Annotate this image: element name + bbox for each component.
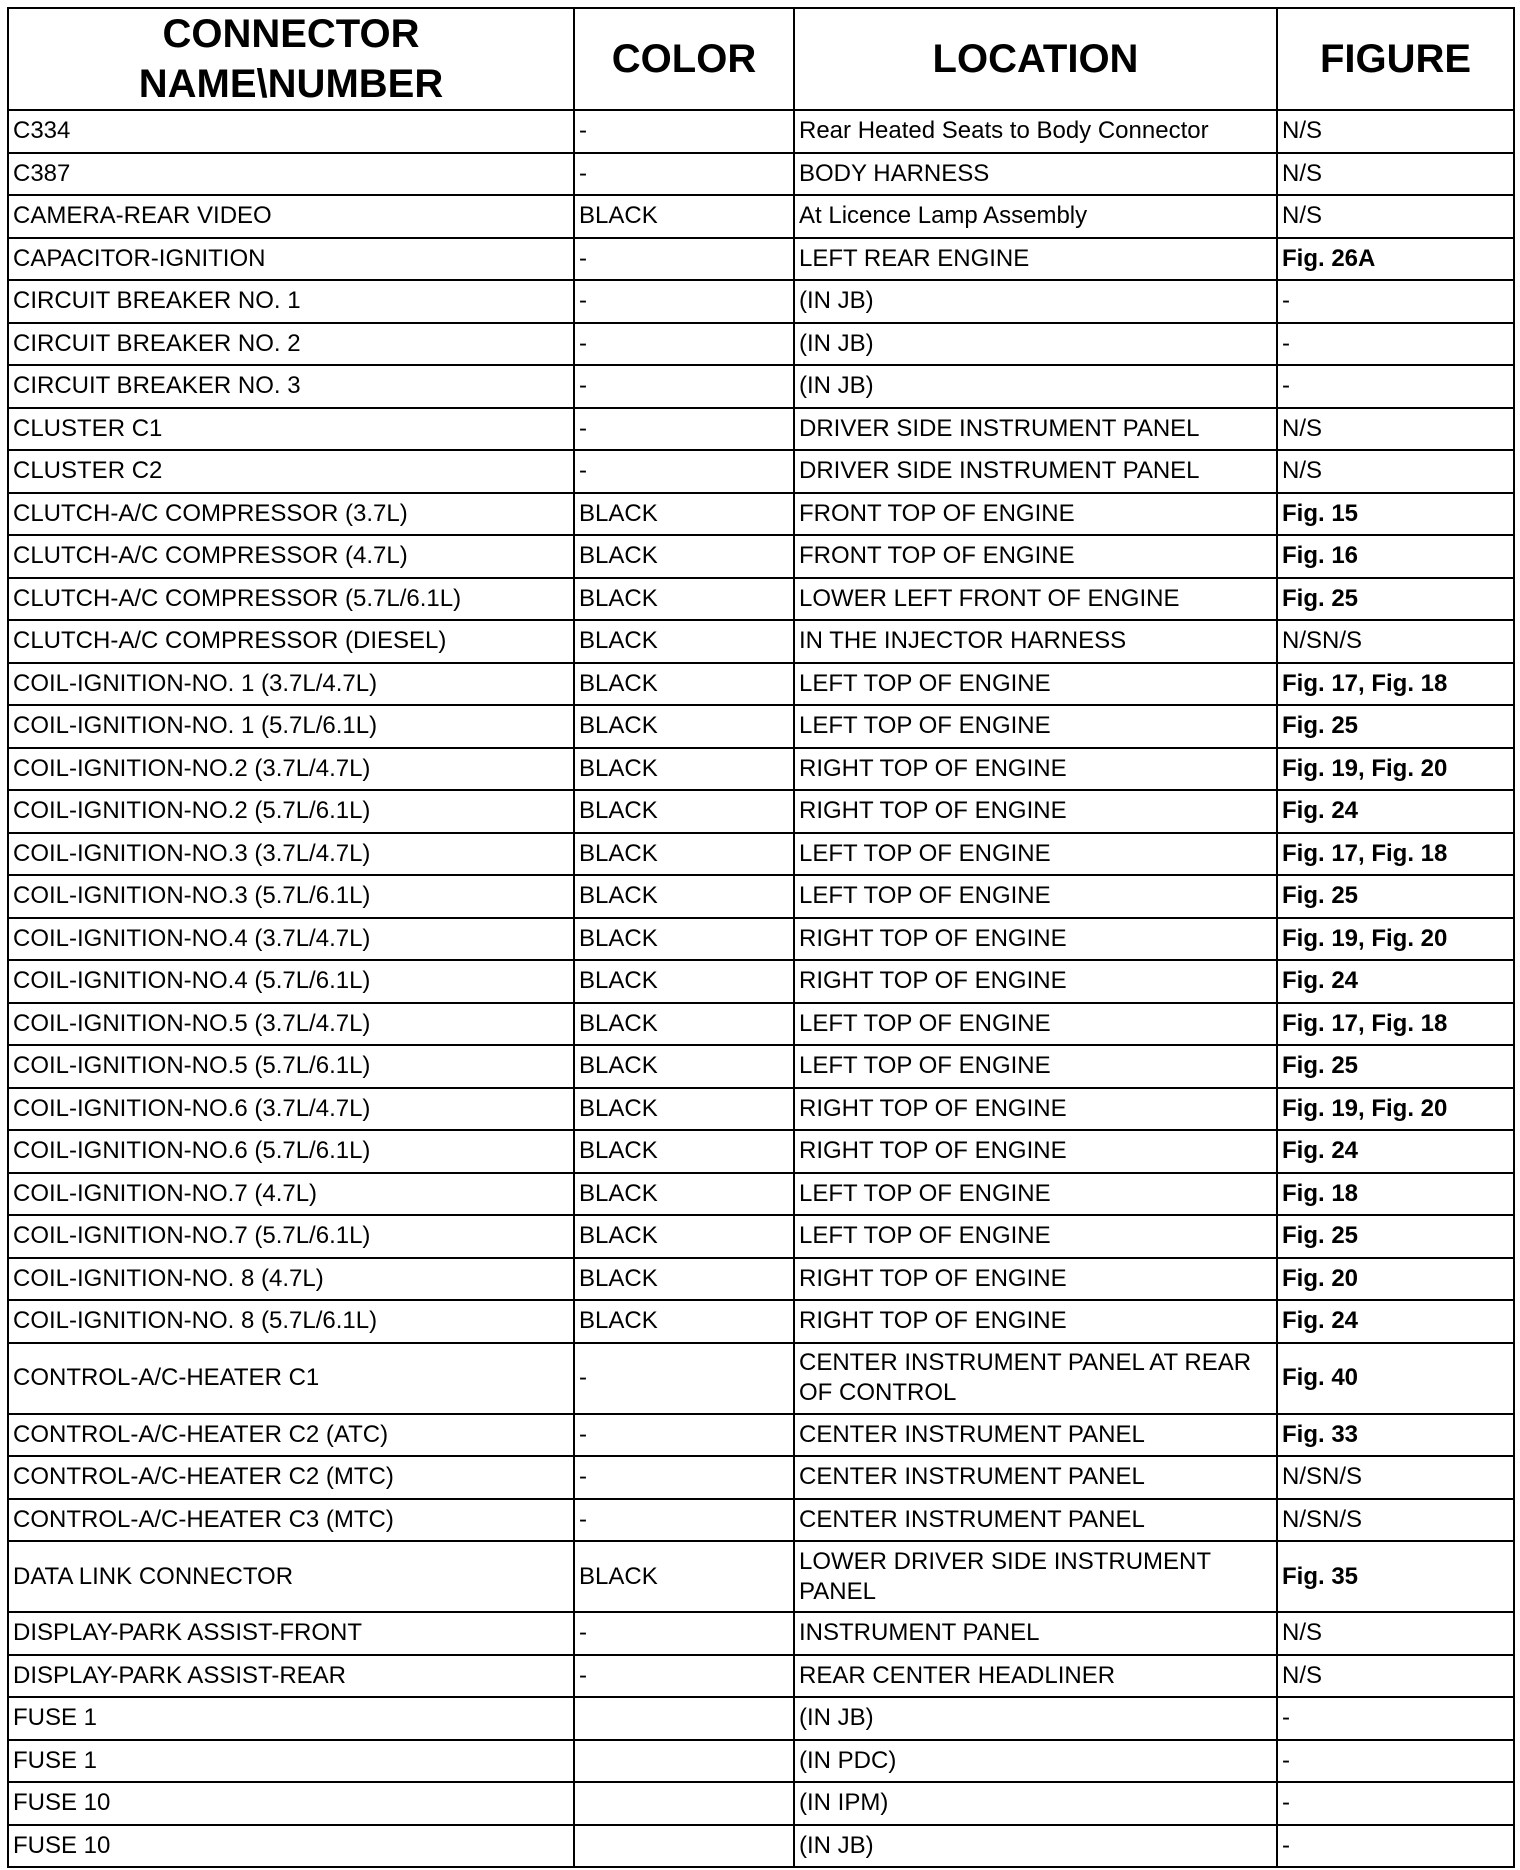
connector-name-cell: COIL-IGNITION-NO. 8 (5.7L/6.1L) bbox=[8, 1300, 574, 1343]
figure-cell: Fig. 24 bbox=[1277, 960, 1514, 1003]
figure-cell: Fig. 17, Fig. 18 bbox=[1277, 663, 1514, 706]
connector-name-cell: CLUTCH-A/C COMPRESSOR (4.7L) bbox=[8, 535, 574, 578]
connector-name-cell: COIL-IGNITION-NO. 1 (3.7L/4.7L) bbox=[8, 663, 574, 706]
color-cell: BLACK bbox=[574, 663, 794, 706]
connector-name-cell: CAPACITOR-IGNITION bbox=[8, 238, 574, 281]
table-row bbox=[8, 1782, 1514, 1825]
connector-name-cell: COIL-IGNITION-NO.3 (5.7L/6.1L) bbox=[8, 875, 574, 918]
location-cell: RIGHT TOP OF ENGINE bbox=[794, 1300, 1277, 1343]
connector-name-cell: FUSE 10 bbox=[8, 1825, 574, 1868]
location-cell: LEFT REAR ENGINE bbox=[794, 238, 1277, 281]
connector-name-cell: DISPLAY-PARK ASSIST-REAR bbox=[8, 1655, 574, 1698]
location-cell: LOWER DRIVER SIDE INSTRUMENT PANEL bbox=[794, 1541, 1277, 1612]
figure-cell: N/S bbox=[1277, 110, 1514, 153]
color-cell: BLACK bbox=[574, 578, 794, 621]
figure-cell: Fig. 26A bbox=[1277, 238, 1514, 281]
table-row bbox=[8, 238, 1514, 281]
figure-cell: - bbox=[1277, 365, 1514, 408]
connector-name-cell: CIRCUIT BREAKER NO. 1 bbox=[8, 280, 574, 323]
table-row bbox=[8, 110, 1514, 153]
color-cell: - bbox=[574, 450, 794, 493]
header-connector-name: CONNECTOR NAME\NUMBER bbox=[8, 8, 574, 110]
location-cell: DRIVER SIDE INSTRUMENT PANEL bbox=[794, 450, 1277, 493]
location-cell: CENTER INSTRUMENT PANEL AT REAR OF CONTROL bbox=[794, 1343, 1277, 1414]
figure-cell: Fig. 15 bbox=[1277, 493, 1514, 536]
color-cell: - bbox=[574, 1655, 794, 1698]
figure-cell: Fig. 20 bbox=[1277, 1258, 1514, 1301]
connector-name-cell: CLUSTER C2 bbox=[8, 450, 574, 493]
header-row bbox=[8, 8, 1514, 110]
figure-cell: N/SN/S bbox=[1277, 1456, 1514, 1499]
location-cell: IN THE INJECTOR HARNESS bbox=[794, 620, 1277, 663]
location-cell: LEFT TOP OF ENGINE bbox=[794, 663, 1277, 706]
figure-cell: Fig. 25 bbox=[1277, 1045, 1514, 1088]
color-cell: - bbox=[574, 110, 794, 153]
figure-cell: - bbox=[1277, 1740, 1514, 1783]
color-cell: BLACK bbox=[574, 1003, 794, 1046]
location-cell: LEFT TOP OF ENGINE bbox=[794, 1003, 1277, 1046]
location-cell: LEFT TOP OF ENGINE bbox=[794, 875, 1277, 918]
color-cell: BLACK bbox=[574, 1173, 794, 1216]
table-row bbox=[8, 1215, 1514, 1258]
table-row bbox=[8, 493, 1514, 536]
table-row bbox=[8, 1825, 1514, 1868]
location-cell: FRONT TOP OF ENGINE bbox=[794, 535, 1277, 578]
location-cell: (IN JB) bbox=[794, 1697, 1277, 1740]
connector-name-cell: COIL-IGNITION-NO.2 (5.7L/6.1L) bbox=[8, 790, 574, 833]
connector-name-cell: COIL-IGNITION-NO.5 (5.7L/6.1L) bbox=[8, 1045, 574, 1088]
color-cell: BLACK bbox=[574, 1541, 794, 1612]
header-figure: FIGURE bbox=[1277, 8, 1514, 110]
table-row bbox=[8, 323, 1514, 366]
location-cell: REAR CENTER HEADLINER bbox=[794, 1655, 1277, 1698]
location-cell: RIGHT TOP OF ENGINE bbox=[794, 960, 1277, 1003]
location-cell: (IN JB) bbox=[794, 1825, 1277, 1868]
color-cell bbox=[574, 1740, 794, 1783]
location-cell: INSTRUMENT PANEL bbox=[794, 1612, 1277, 1655]
location-cell: RIGHT TOP OF ENGINE bbox=[794, 790, 1277, 833]
color-cell bbox=[574, 1825, 794, 1868]
table-row bbox=[8, 875, 1514, 918]
table-row bbox=[8, 535, 1514, 578]
figure-cell: Fig. 17, Fig. 18 bbox=[1277, 1003, 1514, 1046]
table-row bbox=[8, 1258, 1514, 1301]
connector-name-cell: COIL-IGNITION-NO.7 (4.7L) bbox=[8, 1173, 574, 1216]
figure-cell: N/S bbox=[1277, 195, 1514, 238]
connector-name-cell: COIL-IGNITION-NO. 1 (5.7L/6.1L) bbox=[8, 705, 574, 748]
connector-name-cell: FUSE 1 bbox=[8, 1697, 574, 1740]
figure-cell: - bbox=[1277, 280, 1514, 323]
connector-name-cell: C387 bbox=[8, 153, 574, 196]
figure-cell: N/S bbox=[1277, 1655, 1514, 1698]
table-row bbox=[8, 1456, 1514, 1499]
color-cell: - bbox=[574, 1414, 794, 1457]
color-cell: - bbox=[574, 1612, 794, 1655]
figure-cell: - bbox=[1277, 1697, 1514, 1740]
table-row bbox=[8, 195, 1514, 238]
connector-name-cell: COIL-IGNITION-NO.4 (5.7L/6.1L) bbox=[8, 960, 574, 1003]
table-row bbox=[8, 1541, 1514, 1612]
color-cell: BLACK bbox=[574, 1215, 794, 1258]
figure-cell: - bbox=[1277, 1825, 1514, 1868]
table-row bbox=[8, 280, 1514, 323]
table-row bbox=[8, 705, 1514, 748]
location-cell: LEFT TOP OF ENGINE bbox=[794, 705, 1277, 748]
figure-cell: Fig. 25 bbox=[1277, 578, 1514, 621]
color-cell: - bbox=[574, 408, 794, 451]
figure-cell: Fig. 24 bbox=[1277, 1130, 1514, 1173]
location-cell: (IN PDC) bbox=[794, 1740, 1277, 1783]
figure-cell: Fig. 19, Fig. 20 bbox=[1277, 748, 1514, 791]
table-row bbox=[8, 663, 1514, 706]
header-location: LOCATION bbox=[794, 8, 1277, 110]
figure-cell: Fig. 40 bbox=[1277, 1343, 1514, 1414]
connector-name-cell: COIL-IGNITION-NO. 8 (4.7L) bbox=[8, 1258, 574, 1301]
color-cell: - bbox=[574, 323, 794, 366]
figure-cell: N/S bbox=[1277, 450, 1514, 493]
location-cell: LEFT TOP OF ENGINE bbox=[794, 1045, 1277, 1088]
table-row bbox=[8, 833, 1514, 876]
connector-name-cell: CONTROL-A/C-HEATER C2 (MTC) bbox=[8, 1456, 574, 1499]
color-cell: BLACK bbox=[574, 1130, 794, 1173]
color-cell: BLACK bbox=[574, 1258, 794, 1301]
color-cell: BLACK bbox=[574, 1045, 794, 1088]
location-cell: FRONT TOP OF ENGINE bbox=[794, 493, 1277, 536]
figure-cell: N/SN/S bbox=[1277, 620, 1514, 663]
connector-name-cell: CAMERA-REAR VIDEO bbox=[8, 195, 574, 238]
location-cell: (IN JB) bbox=[794, 323, 1277, 366]
table-row bbox=[8, 365, 1514, 408]
color-cell: BLACK bbox=[574, 705, 794, 748]
location-cell: (IN IPM) bbox=[794, 1782, 1277, 1825]
table-header bbox=[8, 8, 1514, 110]
color-cell: - bbox=[574, 280, 794, 323]
table-row bbox=[8, 450, 1514, 493]
figure-cell: Fig. 24 bbox=[1277, 790, 1514, 833]
color-cell: - bbox=[574, 1343, 794, 1414]
location-cell: CENTER INSTRUMENT PANEL bbox=[794, 1499, 1277, 1542]
figure-cell: N/SN/S bbox=[1277, 1499, 1514, 1542]
table-row bbox=[8, 1740, 1514, 1783]
connector-name-cell: FUSE 1 bbox=[8, 1740, 574, 1783]
location-cell: RIGHT TOP OF ENGINE bbox=[794, 748, 1277, 791]
location-cell: CENTER INSTRUMENT PANEL bbox=[794, 1414, 1277, 1457]
table-row bbox=[8, 408, 1514, 451]
color-cell: BLACK bbox=[574, 620, 794, 663]
color-cell: BLACK bbox=[574, 833, 794, 876]
connector-name-cell: FUSE 10 bbox=[8, 1782, 574, 1825]
connector-table bbox=[7, 7, 1515, 1868]
color-cell: - bbox=[574, 1499, 794, 1542]
table-row bbox=[8, 1088, 1514, 1131]
table-row bbox=[8, 960, 1514, 1003]
connector-name-cell: CONTROL-A/C-HEATER C1 bbox=[8, 1343, 574, 1414]
location-cell: BODY HARNESS bbox=[794, 153, 1277, 196]
connector-name-cell: CONTROL-A/C-HEATER C2 (ATC) bbox=[8, 1414, 574, 1457]
connector-name-cell: COIL-IGNITION-NO.4 (3.7L/4.7L) bbox=[8, 918, 574, 961]
figure-cell: Fig. 35 bbox=[1277, 1541, 1514, 1612]
figure-cell: Fig. 25 bbox=[1277, 875, 1514, 918]
figure-cell: N/S bbox=[1277, 408, 1514, 451]
table-row bbox=[8, 1130, 1514, 1173]
figure-cell: Fig. 17, Fig. 18 bbox=[1277, 833, 1514, 876]
location-cell: (IN JB) bbox=[794, 280, 1277, 323]
color-cell: BLACK bbox=[574, 918, 794, 961]
table-row bbox=[8, 1045, 1514, 1088]
location-cell: LEFT TOP OF ENGINE bbox=[794, 833, 1277, 876]
color-cell: BLACK bbox=[574, 960, 794, 1003]
table-row bbox=[8, 1697, 1514, 1740]
connector-name-cell: CIRCUIT BREAKER NO. 3 bbox=[8, 365, 574, 408]
table-row bbox=[8, 1300, 1514, 1343]
figure-cell: N/S bbox=[1277, 153, 1514, 196]
color-cell: - bbox=[574, 238, 794, 281]
color-cell: BLACK bbox=[574, 1088, 794, 1131]
connector-name-cell: DATA LINK CONNECTOR bbox=[8, 1541, 574, 1612]
location-cell: Rear Heated Seats to Body Connector bbox=[794, 110, 1277, 153]
connector-name-cell: CONTROL-A/C-HEATER C3 (MTC) bbox=[8, 1499, 574, 1542]
location-cell: LOWER LEFT FRONT OF ENGINE bbox=[794, 578, 1277, 621]
color-cell: - bbox=[574, 1456, 794, 1499]
figure-cell: Fig. 19, Fig. 20 bbox=[1277, 918, 1514, 961]
location-cell: LEFT TOP OF ENGINE bbox=[794, 1173, 1277, 1216]
connector-name-cell: COIL-IGNITION-NO.2 (3.7L/4.7L) bbox=[8, 748, 574, 791]
connector-name-cell: C334 bbox=[8, 110, 574, 153]
table-row bbox=[8, 1499, 1514, 1542]
figure-cell: Fig. 16 bbox=[1277, 535, 1514, 578]
figure-cell: Fig. 19, Fig. 20 bbox=[1277, 1088, 1514, 1131]
location-cell: CENTER INSTRUMENT PANEL bbox=[794, 1456, 1277, 1499]
connector-name-cell: CLUTCH-A/C COMPRESSOR (DIESEL) bbox=[8, 620, 574, 663]
location-cell: At Licence Lamp Assembly bbox=[794, 195, 1277, 238]
connector-name-cell: CLUTCH-A/C COMPRESSOR (5.7L/6.1L) bbox=[8, 578, 574, 621]
connector-name-cell: COIL-IGNITION-NO.7 (5.7L/6.1L) bbox=[8, 1215, 574, 1258]
location-cell: LEFT TOP OF ENGINE bbox=[794, 1215, 1277, 1258]
figure-cell: - bbox=[1277, 1782, 1514, 1825]
table-body bbox=[8, 110, 1514, 1867]
table-row bbox=[8, 918, 1514, 961]
location-cell: RIGHT TOP OF ENGINE bbox=[794, 1258, 1277, 1301]
color-cell: - bbox=[574, 365, 794, 408]
table-row bbox=[8, 578, 1514, 621]
figure-cell: Fig. 25 bbox=[1277, 705, 1514, 748]
location-cell: RIGHT TOP OF ENGINE bbox=[794, 918, 1277, 961]
color-cell: - bbox=[574, 153, 794, 196]
table-row bbox=[8, 748, 1514, 791]
table-row bbox=[8, 1173, 1514, 1216]
connector-name-cell: CIRCUIT BREAKER NO. 2 bbox=[8, 323, 574, 366]
location-cell: (IN JB) bbox=[794, 365, 1277, 408]
color-cell bbox=[574, 1697, 794, 1740]
figure-cell: Fig. 18 bbox=[1277, 1173, 1514, 1216]
color-cell: BLACK bbox=[574, 875, 794, 918]
figure-cell: Fig. 24 bbox=[1277, 1300, 1514, 1343]
table-row bbox=[8, 790, 1514, 833]
figure-cell: Fig. 25 bbox=[1277, 1215, 1514, 1258]
table-row bbox=[8, 1003, 1514, 1046]
connector-name-cell: COIL-IGNITION-NO.6 (5.7L/6.1L) bbox=[8, 1130, 574, 1173]
location-cell: RIGHT TOP OF ENGINE bbox=[794, 1088, 1277, 1131]
color-cell: BLACK bbox=[574, 790, 794, 833]
color-cell: BLACK bbox=[574, 195, 794, 238]
connector-name-cell: COIL-IGNITION-NO.3 (3.7L/4.7L) bbox=[8, 833, 574, 876]
color-cell: BLACK bbox=[574, 748, 794, 791]
connector-name-cell: COIL-IGNITION-NO.6 (3.7L/4.7L) bbox=[8, 1088, 574, 1131]
connector-name-cell: COIL-IGNITION-NO.5 (3.7L/4.7L) bbox=[8, 1003, 574, 1046]
table-row bbox=[8, 1612, 1514, 1655]
figure-cell: Fig. 33 bbox=[1277, 1414, 1514, 1457]
location-cell: DRIVER SIDE INSTRUMENT PANEL bbox=[794, 408, 1277, 451]
table-row bbox=[8, 1414, 1514, 1457]
table-row bbox=[8, 620, 1514, 663]
connector-name-cell: CLUSTER C1 bbox=[8, 408, 574, 451]
color-cell: BLACK bbox=[574, 493, 794, 536]
header-color: COLOR bbox=[574, 8, 794, 110]
table-row bbox=[8, 153, 1514, 196]
table-row bbox=[8, 1655, 1514, 1698]
color-cell bbox=[574, 1782, 794, 1825]
figure-cell: - bbox=[1277, 323, 1514, 366]
figure-cell: N/S bbox=[1277, 1612, 1514, 1655]
connector-name-cell: DISPLAY-PARK ASSIST-FRONT bbox=[8, 1612, 574, 1655]
table-row bbox=[8, 1343, 1514, 1414]
color-cell: BLACK bbox=[574, 1300, 794, 1343]
location-cell: RIGHT TOP OF ENGINE bbox=[794, 1130, 1277, 1173]
color-cell: BLACK bbox=[574, 535, 794, 578]
connector-name-cell: CLUTCH-A/C COMPRESSOR (3.7L) bbox=[8, 493, 574, 536]
